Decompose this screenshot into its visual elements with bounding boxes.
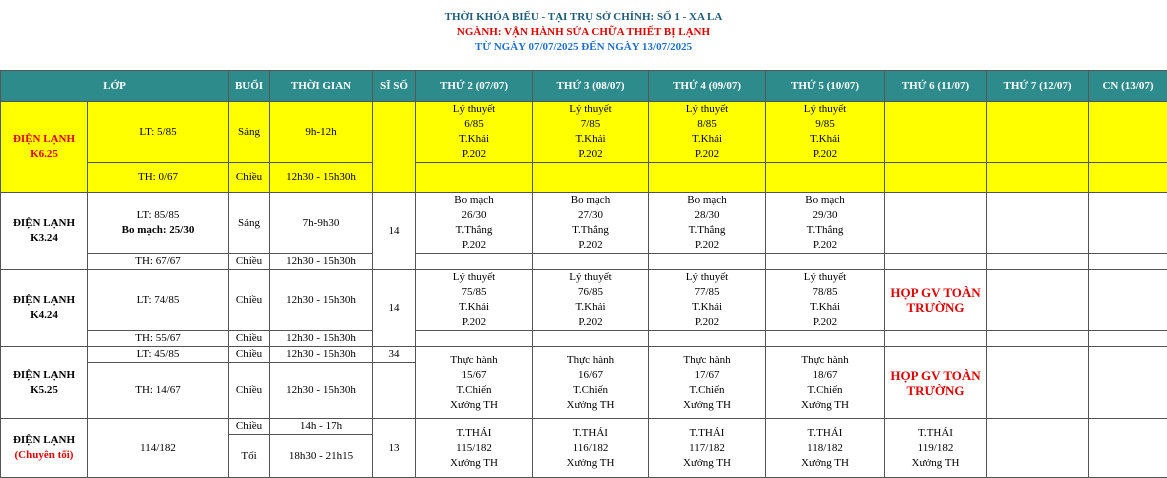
k324-thu: Bo mạch 29/30 T.Thắng P.202 [766, 193, 885, 254]
chuyentoi-fri: T.THÁI 119/182 Xưởng TH [885, 419, 987, 478]
k625-time2: 12h30 - 15h30h [270, 163, 373, 193]
k625-buoi1: Sáng [229, 102, 270, 163]
class-name-k424: ĐIỆN LẠNH K4.24 [1, 270, 88, 347]
chuyentoi-buoi1: Chiều [229, 419, 270, 435]
k525-thu: Thực hành 18/67 T.Chiến Xưởng TH [766, 347, 885, 419]
k625-lt: LT: 5/85 [88, 102, 229, 163]
header-siso: SĨ SỐ [373, 71, 416, 102]
k625-wed: Lý thuyết 8/85 T.Khải P.202 [649, 102, 766, 163]
k625-fri [885, 102, 987, 163]
date-range: TỪ NGÀY 07/07/2025 ĐẾN NGÀY 13/07/2025 [0, 41, 1167, 53]
k424-time1: 12h30 - 15h30h [270, 270, 373, 331]
k424-lt: LT: 74/85 [88, 270, 229, 331]
chuyentoi-wed: T.THÁI 117/182 Xưởng TH [649, 419, 766, 478]
k324-buoi1: Sáng [229, 193, 270, 254]
header-day-wed: THỨ 4 (09/07) [649, 71, 766, 102]
k525-wed: Thực hành 17/67 T.Chiến Xưởng TH [649, 347, 766, 419]
chuyentoi-mon: T.THÁI 115/182 Xưởng TH [416, 419, 533, 478]
header-day-sun: CN (13/07) [1089, 71, 1167, 102]
class-name-k525: ĐIỆN LẠNH K5.25 [1, 347, 88, 419]
k324-mon: Bo mạch 26/30 T.Thắng P.202 [416, 193, 533, 254]
k324-time2: 12h30 - 15h30h [270, 254, 373, 270]
k424-fri-meeting: HỌP GV TOÀN TRƯỜNG [885, 270, 987, 331]
chuyentoi-time2: 18h30 - 21h15 [270, 435, 373, 478]
k324-tue: Bo mạch 27/30 T.Thắng P.202 [533, 193, 649, 254]
k625-mon: Lý thuyết 6/85 T.Khải P.202 [416, 102, 533, 163]
k625-tue: Lý thuyết 7/85 T.Khải P.202 [533, 102, 649, 163]
header-day-thu: THỨ 5 (10/07) [766, 71, 885, 102]
k525-buoi1: Chiều [229, 347, 270, 363]
chuyentoi-siso: 13 [373, 419, 416, 478]
k324-th: TH: 67/67 [88, 254, 229, 270]
k324-lt: LT: 85/85 Bo mạch: 25/30 [88, 193, 229, 254]
header-buoi: BUỔI [229, 71, 270, 102]
k324-siso: 14 [373, 193, 416, 270]
header-day-tue: THỨ 3 (08/07) [533, 71, 649, 102]
k525-buoi2: Chiều [229, 363, 270, 419]
class-name-chuyentoi: ĐIỆN LẠNH (Chuyên tối) [1, 419, 88, 478]
header-day-sat: THỨ 7 (12/07) [987, 71, 1089, 102]
k324-wed: Bo mạch 28/30 T.Thắng P.202 [649, 193, 766, 254]
chuyentoi-tue: T.THÁI 116/182 Xưởng TH [533, 419, 649, 478]
k424-wed: Lý thuyết 77/85 T.Khải P.202 [649, 270, 766, 331]
k424-tue: Lý thuyết 76/85 T.Khải P.202 [533, 270, 649, 331]
k424-thu: Lý thuyết 78/85 T.Khải P.202 [766, 270, 885, 331]
header-day-fri: THỨ 6 (11/07) [885, 71, 987, 102]
chuyentoi-lt: 114/182 [88, 419, 229, 478]
chuyentoi-thu: T.THÁI 118/182 Xưởng TH [766, 419, 885, 478]
title-block [0, 0, 1167, 70]
k525-mon: Thực hành 15/67 T.Chiến Xưởng TH [416, 347, 533, 419]
k525-time1: 12h30 - 15h30h [270, 347, 373, 363]
class-name-k324: ĐIỆN LẠNH K3.24 [1, 193, 88, 270]
timetable [0, 70, 1167, 478]
k424-buoi1: Chiều [229, 270, 270, 331]
k424-th: TH: 55/67 [88, 331, 229, 347]
k525-tue: Thực hành 16/67 T.Chiến Xưởng TH [533, 347, 649, 419]
header-lop: LỚP [1, 71, 229, 102]
k324-buoi2: Chiều [229, 254, 270, 270]
header-thoigian: THỜI GIAN [270, 71, 373, 102]
k625-siso [373, 102, 416, 193]
k625-buoi2: Chiều [229, 163, 270, 193]
k424-time2: 12h30 - 15h30h [270, 331, 373, 347]
k625-thu: Lý thuyết 9/85 T.Khải P.202 [766, 102, 885, 163]
k424-mon: Lý thuyết 75/85 T.Khải P.202 [416, 270, 533, 331]
k424-siso: 14 [373, 270, 416, 347]
k525-lt: LT: 45/85 [88, 347, 229, 363]
chuyentoi-time1: 14h - 17h [270, 419, 373, 435]
chuyentoi-buoi2: Tối [229, 435, 270, 478]
k625-th: TH: 0/67 [88, 163, 229, 193]
k324-time1: 7h-9h30 [270, 193, 373, 254]
k525-siso: 34 [373, 347, 416, 363]
k424-buoi2: Chiều [229, 331, 270, 347]
k625-sun [1089, 102, 1167, 163]
k525-time2: 12h30 - 15h30h [270, 363, 373, 419]
k625-sat [987, 102, 1089, 163]
k625-time1: 9h-12h [270, 102, 373, 163]
major-title: NGÀNH: VẬN HÀNH SỬA CHỮA THIẾT BỊ LẠNH [0, 26, 1167, 38]
page-title: THỜI KHÓA BIỂU - TẠI TRỤ SỞ CHÍNH: SỐ 1 - XA LA [0, 11, 1167, 23]
k525-fri-meeting: HỌP GV TOÀN TRƯỜNG [885, 347, 987, 419]
class-name-k625: ĐIỆN LẠNH K6.25 [1, 102, 88, 193]
k525-th: TH: 14/67 [88, 363, 229, 419]
header-day-mon: THỨ 2 (07/07) [416, 71, 533, 102]
